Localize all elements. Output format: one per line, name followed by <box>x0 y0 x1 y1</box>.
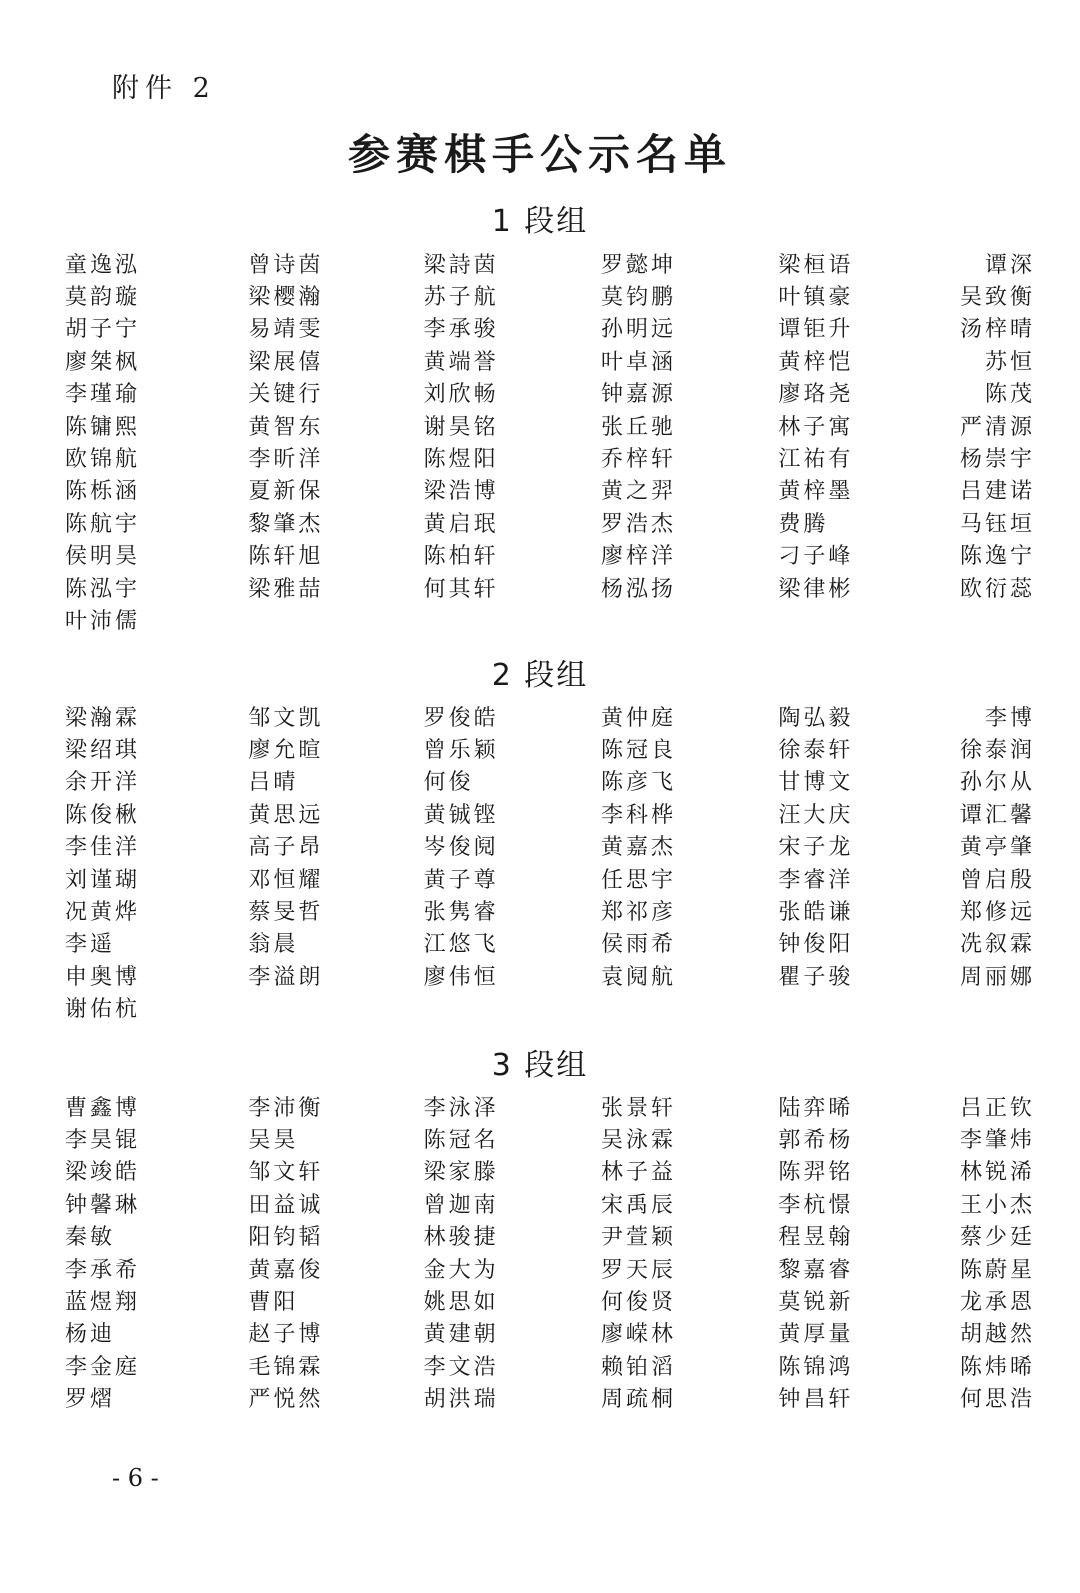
player-name: 周疏桐 <box>600 1387 676 1413</box>
player-name: 何思浩 <box>959 1387 1035 1413</box>
player-name: 陈茂 <box>984 382 1035 408</box>
player-name: 程昱翰 <box>778 1225 854 1251</box>
player-name: 胡子宁 <box>65 317 141 343</box>
player-name: 吕建诺 <box>959 479 1035 505</box>
player-name: 黄嘉杰 <box>600 835 676 861</box>
player-name: 黄厚量 <box>778 1322 854 1348</box>
player-name: 曾乐颖 <box>423 738 499 764</box>
player-name: 谢佑杭 <box>65 997 141 1023</box>
player-name: 严清源 <box>959 414 1035 440</box>
player-name: 李金庭 <box>65 1354 141 1380</box>
player-name: 钟俊阳 <box>778 932 854 958</box>
player-name: 钟嘉源 <box>600 382 676 408</box>
player-name: 陈俊楸 <box>65 802 141 828</box>
player-name: 何俊 <box>423 770 474 796</box>
player-name: 费腾 <box>778 511 829 537</box>
player-name: 宋子龙 <box>778 835 854 861</box>
player-name: 郑修远 <box>959 900 1035 926</box>
group-2-title: 2 段组 <box>491 658 589 693</box>
player-name: 陈彦飞 <box>600 770 676 796</box>
player-name: 梁展僖 <box>248 349 324 375</box>
player-name: 李杭憬 <box>778 1192 854 1218</box>
player-name: 梁家滕 <box>423 1160 499 1186</box>
player-name: 姚思如 <box>423 1290 499 1316</box>
player-name: 黄智东 <box>248 414 324 440</box>
player-name: 李昕洋 <box>248 447 324 473</box>
player-name: 胡越然 <box>959 1322 1035 1348</box>
player-name: 金大为 <box>423 1257 499 1283</box>
player-name: 梁詩茵 <box>423 252 499 278</box>
player-name: 陈轩旭 <box>248 544 324 570</box>
player-name: 欧衍蕊 <box>959 576 1035 602</box>
player-name: 廖珞尧 <box>778 382 854 408</box>
player-name: 张景轩 <box>600 1095 676 1121</box>
player-name: 杨泓扬 <box>600 576 676 602</box>
player-name: 江祐有 <box>778 447 854 473</box>
player-name: 李泳泽 <box>423 1095 499 1121</box>
player-name: 刘欣畅 <box>423 382 499 408</box>
player-name: 吕正钦 <box>959 1095 1035 1121</box>
player-name: 杨崇宇 <box>959 447 1035 473</box>
player-name: 廖伟恒 <box>423 964 499 990</box>
player-name: 关键行 <box>248 382 324 408</box>
player-name: 曹鑫博 <box>65 1095 141 1121</box>
player-name: 蓝煜翔 <box>65 1290 141 1316</box>
player-name: 张丘驰 <box>600 414 676 440</box>
player-name: 李遥 <box>65 932 116 958</box>
player-name: 侯明昊 <box>65 544 141 570</box>
player-name: 罗熠 <box>65 1387 116 1413</box>
player-name: 杨迪 <box>65 1322 116 1348</box>
player-name: 梁绍琪 <box>65 738 141 764</box>
player-name: 张皓谦 <box>778 900 854 926</box>
player-name: 罗浩杰 <box>600 511 676 537</box>
player-name: 高子昂 <box>248 835 324 861</box>
player-name: 曾诗茵 <box>248 252 324 278</box>
player-name: 陈煜阳 <box>423 447 499 473</box>
player-name: 李文浩 <box>423 1354 499 1380</box>
player-name: 李溢朗 <box>248 964 324 990</box>
player-name: 秦敏 <box>65 1225 116 1251</box>
player-name: 黄铖铿 <box>423 802 499 828</box>
player-name: 李承希 <box>65 1257 141 1283</box>
player-name: 汪大庆 <box>778 802 854 828</box>
player-name: 苏恒 <box>984 349 1035 375</box>
player-name: 叶卓涵 <box>600 349 676 375</box>
group-3-name-grid <box>55 1090 1035 1414</box>
player-name: 赵子博 <box>248 1322 324 1348</box>
player-name: 袁阋航 <box>600 964 676 990</box>
player-name: 李睿洋 <box>778 867 854 893</box>
player-name: 林骏捷 <box>423 1225 499 1251</box>
player-name: 黄梓恺 <box>778 349 854 375</box>
player-name: 陶弘毅 <box>778 705 854 731</box>
player-name: 汤梓晴 <box>959 317 1035 343</box>
player-name: 邹文轩 <box>248 1160 324 1186</box>
player-name: 申奥博 <box>65 964 141 990</box>
player-name: 谭深 <box>984 252 1035 278</box>
player-name: 赖铂滔 <box>600 1354 676 1380</box>
player-name: 陈逸宁 <box>959 544 1035 570</box>
player-name: 林锐浠 <box>959 1160 1035 1186</box>
player-name: 李佳洋 <box>65 835 141 861</box>
group-1-title: 1 段组 <box>491 204 589 239</box>
player-name: 冼叙霖 <box>959 932 1035 958</box>
group-1-name-grid <box>55 247 1035 636</box>
player-name: 梁雅喆 <box>248 576 324 602</box>
player-name: 易靖雯 <box>248 317 324 343</box>
player-name: 黎肇杰 <box>248 511 324 537</box>
attachment-label: 附件 2 <box>112 73 216 104</box>
player-name: 黎嘉睿 <box>778 1257 854 1283</box>
player-name: 王小杰 <box>959 1192 1035 1218</box>
player-name: 黄梓墨 <box>778 479 854 505</box>
group-2-name-grid <box>55 700 1035 1024</box>
player-name: 陈羿铭 <box>778 1160 854 1186</box>
player-name: 钟馨琳 <box>65 1192 141 1218</box>
player-name: 翁晨 <box>248 932 299 958</box>
player-name: 黄之羿 <box>600 479 676 505</box>
player-name: 胡洪瑞 <box>423 1387 499 1413</box>
player-name: 任思宇 <box>600 867 676 893</box>
player-name: 陈泓宇 <box>65 576 141 602</box>
player-name: 李肇炜 <box>959 1128 1035 1154</box>
player-name: 乔梓轩 <box>600 447 676 473</box>
player-name: 黄思远 <box>248 802 324 828</box>
player-name: 黄启珉 <box>423 511 499 537</box>
player-name: 黄子尊 <box>423 867 499 893</box>
player-name: 吴泳霖 <box>600 1128 676 1154</box>
player-name: 李承骏 <box>423 317 499 343</box>
player-name: 邓恒耀 <box>248 867 324 893</box>
player-name: 侯雨希 <box>600 932 676 958</box>
player-name: 梁竣皓 <box>65 1160 141 1186</box>
player-name: 林子寓 <box>778 414 854 440</box>
player-name: 邹文凯 <box>248 705 324 731</box>
player-name: 叶沛儒 <box>65 608 141 634</box>
player-name: 谭汇馨 <box>959 802 1035 828</box>
player-name: 尹萱颖 <box>600 1225 676 1251</box>
player-name: 罗俊皓 <box>423 705 499 731</box>
player-name: 吴昊 <box>248 1128 299 1154</box>
player-name: 苏子航 <box>423 285 499 311</box>
player-name: 黄建朝 <box>423 1322 499 1348</box>
player-name: 龙承恩 <box>959 1290 1035 1316</box>
player-name: 岑俊阋 <box>423 835 499 861</box>
player-name: 周丽娜 <box>959 964 1035 990</box>
player-name: 孙尔从 <box>959 770 1035 796</box>
player-name: 梁瀚霖 <box>65 705 141 731</box>
player-name: 张隽睿 <box>423 900 499 926</box>
player-name: 余开洋 <box>65 770 141 796</box>
player-name: 曹阳 <box>248 1290 299 1316</box>
player-name: 瞿子骏 <box>778 964 854 990</box>
player-name: 钟昌轩 <box>778 1387 854 1413</box>
player-name: 陈柏轩 <box>423 544 499 570</box>
player-name: 徐泰轩 <box>778 738 854 764</box>
player-name: 蔡旻哲 <box>248 900 324 926</box>
player-name: 李瑾瑜 <box>65 382 141 408</box>
player-name: 李沛衡 <box>248 1095 324 1121</box>
player-name: 蔡少廷 <box>959 1225 1035 1251</box>
player-name: 宋禹辰 <box>600 1192 676 1218</box>
player-name: 李科桦 <box>600 802 676 828</box>
player-name: 黄亭肇 <box>959 835 1035 861</box>
player-name: 毛锦霖 <box>248 1354 324 1380</box>
player-name: 童逸泓 <box>65 252 141 278</box>
player-name: 廖桀枫 <box>65 349 141 375</box>
player-name: 林子益 <box>600 1160 676 1186</box>
player-name: 郭希杨 <box>778 1128 854 1154</box>
player-name: 甘博文 <box>778 770 854 796</box>
player-name: 郑祁彦 <box>600 900 676 926</box>
player-name: 叶镇豪 <box>778 285 854 311</box>
player-name: 阳钧韬 <box>248 1225 324 1251</box>
player-name: 廖允暄 <box>248 738 324 764</box>
player-name: 黄嘉俊 <box>248 1257 324 1283</box>
player-name: 江悠飞 <box>423 932 499 958</box>
player-name: 马钰垣 <box>959 511 1035 537</box>
player-name: 罗天辰 <box>600 1257 676 1283</box>
player-name: 陈冠名 <box>423 1128 499 1154</box>
player-name: 曾迦南 <box>423 1192 499 1218</box>
player-name: 田益诚 <box>248 1192 324 1218</box>
player-name: 陆弈晞 <box>778 1095 854 1121</box>
player-name: 欧锦航 <box>65 447 141 473</box>
player-name: 陈镛熙 <box>65 414 141 440</box>
player-name: 刁子峰 <box>778 544 854 570</box>
player-name: 莫韵璇 <box>65 285 141 311</box>
player-name: 陈航宇 <box>65 511 141 537</box>
player-name: 严悦然 <box>248 1387 324 1413</box>
player-name: 陈栎涵 <box>65 479 141 505</box>
player-name: 陈锦鸿 <box>778 1354 854 1380</box>
player-name: 黄仲庭 <box>600 705 676 731</box>
player-name: 梁律彬 <box>778 576 854 602</box>
player-name: 梁樱瀚 <box>248 285 324 311</box>
player-name: 陈蔚星 <box>959 1257 1035 1283</box>
player-name: 吴致衡 <box>959 285 1035 311</box>
player-name: 莫锐新 <box>778 1290 854 1316</box>
player-name: 何俊贤 <box>600 1290 676 1316</box>
player-name: 罗懿坤 <box>600 252 676 278</box>
group-3-title: 3 段组 <box>491 1048 589 1083</box>
player-name: 陈炜晞 <box>959 1354 1035 1380</box>
player-name: 梁桓语 <box>778 252 854 278</box>
player-name: 刘谨瑚 <box>65 867 141 893</box>
player-name: 廖梓洋 <box>600 544 676 570</box>
document-title: 参赛棋手公示名单 <box>347 130 732 179</box>
player-name: 陈冠良 <box>600 738 676 764</box>
player-name: 孙明远 <box>600 317 676 343</box>
player-name: 吕晴 <box>248 770 299 796</box>
player-name: 况黄烨 <box>65 900 141 926</box>
player-name: 曾启殷 <box>959 867 1035 893</box>
player-name: 徐泰润 <box>959 738 1035 764</box>
player-name: 莫钧鹏 <box>600 285 676 311</box>
player-name: 廖嵘林 <box>600 1322 676 1348</box>
page-number: - 6 - <box>112 1464 159 1492</box>
player-name: 谢昊铭 <box>423 414 499 440</box>
player-name: 谭钜升 <box>778 317 854 343</box>
player-name: 黄端誉 <box>423 349 499 375</box>
player-name: 何其轩 <box>423 576 499 602</box>
player-name: 李博 <box>984 705 1035 731</box>
player-name: 李昊锟 <box>65 1128 141 1154</box>
player-name: 夏新保 <box>248 479 324 505</box>
player-name: 梁浩博 <box>423 479 499 505</box>
